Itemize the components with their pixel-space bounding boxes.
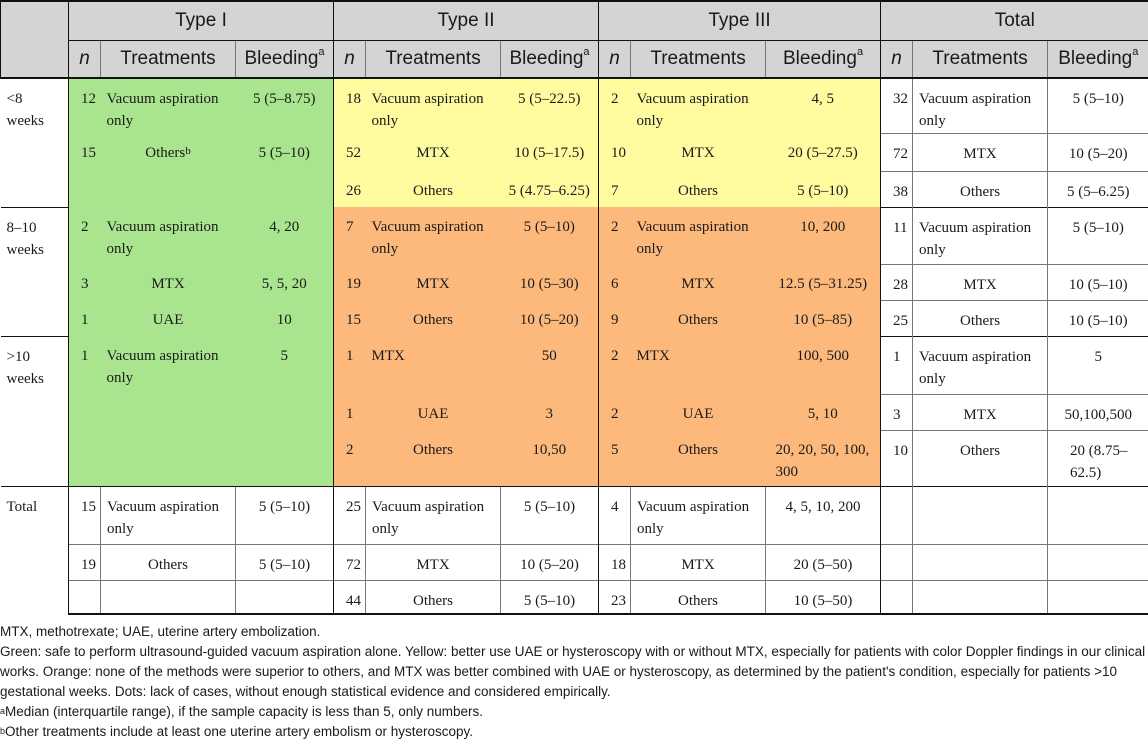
table-row: [1, 300, 1148, 336]
group-label: Total: [1, 486, 69, 614]
table-cell: 10: [236, 300, 334, 336]
table-cell: 10 (5–10): [1048, 264, 1148, 300]
table-cell: 44: [334, 580, 366, 614]
table-cell: Others: [631, 580, 766, 614]
abbreviations-note: MTX, methotrexate; UAE, uterine artery embolization.: [0, 624, 321, 639]
table-cell: 2: [599, 336, 631, 394]
bleeding-header: Bleeding$^a$: [766, 41, 881, 79]
type2-header: Type II: [334, 1, 599, 41]
table-cell: 1: [69, 300, 101, 336]
table-cell: 72: [881, 133, 913, 171]
table-cell: Others: [913, 171, 1048, 207]
table-cell: 38: [881, 171, 913, 207]
table-cell: 20, 20, 50, 100, 300: [766, 430, 881, 486]
table-cell: Vacuum aspiration only: [631, 207, 766, 264]
n-header: n: [881, 41, 913, 79]
table-cell: Others: [631, 171, 766, 207]
table-cell: MTX: [366, 264, 501, 300]
table-cell: MTX: [366, 336, 501, 394]
table-cell: 10, 200: [766, 207, 881, 264]
table-cell: [881, 580, 913, 614]
table-cell: 4: [599, 486, 631, 544]
table-cell: 19: [334, 264, 366, 300]
table-cell: 10 (5–10): [1048, 300, 1148, 336]
table-cell: 1: [69, 336, 101, 394]
table-cell: 7: [599, 171, 631, 207]
table-cell: 26: [334, 171, 366, 207]
table-cell: Others: [366, 300, 501, 336]
table-cell: 5 (5–10): [766, 171, 881, 207]
table-cell: 5 (5–10): [501, 580, 599, 614]
table-cell: 10,50: [501, 430, 599, 486]
group-header-row: [1, 1, 1148, 41]
table-cell: [913, 580, 1048, 614]
treatments-header: Treatments: [101, 41, 236, 79]
bleeding-header: Bleeding$^a$: [236, 41, 334, 79]
table-cell: 10 (5–85): [766, 300, 881, 336]
table-cell: 10 (5–17.5): [501, 133, 599, 171]
table-cell: 50: [501, 336, 599, 394]
table-cell: UAE: [631, 394, 766, 430]
table-cell: Others$^b$: [101, 133, 236, 171]
table-cell: 10 (5–30): [501, 264, 599, 300]
table-cell: UAE: [101, 300, 236, 336]
table-cell: MTX: [913, 394, 1048, 430]
n-header: n: [599, 41, 631, 79]
table-cell: [1048, 580, 1148, 614]
table-cell: 2: [69, 207, 101, 264]
table-cell: 12.5 (5–31.25): [766, 264, 881, 300]
treatments-header: Treatments: [631, 41, 766, 79]
table-cell: 4, 5, 10, 200: [766, 486, 881, 544]
n-header: n: [69, 41, 101, 79]
table-cell: 4, 5: [766, 78, 881, 133]
table-cell: 15: [69, 133, 101, 171]
table-row: [1, 486, 1148, 544]
table-cell: MTX: [631, 544, 766, 580]
footnote-b: $^b$Other treatments include at least one uterine artery embolism or hysteroscopy.: [0, 724, 473, 739]
table-cell: Others: [913, 430, 1048, 486]
table-row: [1, 207, 1148, 264]
table-cell: 5 (5–10): [236, 486, 334, 544]
group-label: 8–10 weeks: [1, 207, 69, 336]
table-row: [1, 133, 1148, 171]
table-cell: 6: [599, 264, 631, 300]
table-cell: 5: [236, 336, 334, 394]
table-cell: Others: [631, 300, 766, 336]
table-cell: 32: [881, 78, 913, 133]
table-cell: 28: [881, 264, 913, 300]
table-cell: 10 (5–20): [501, 300, 599, 336]
table-cell: 19: [69, 544, 101, 580]
table-cell: Vacuum aspiration only: [101, 486, 236, 544]
table-cell: 20 (5–27.5): [766, 133, 881, 171]
table-cell: 5 (5–10): [501, 486, 599, 544]
type3-header: Type III: [599, 1, 881, 41]
table-cell: Vacuum aspiration only: [101, 207, 236, 264]
table-cell: 5 (5–8.75): [236, 78, 334, 133]
table-row: [1, 78, 1148, 133]
table-cell: [69, 171, 334, 207]
table-cell: [101, 580, 236, 614]
table-cell: 2: [599, 207, 631, 264]
table-cell: 2: [599, 78, 631, 133]
table-cell: Vacuum aspiration only: [631, 78, 766, 133]
table-cell: MTX: [913, 264, 1048, 300]
treatments-header: Treatments: [913, 41, 1048, 79]
table-cell: 3: [501, 394, 599, 430]
table-cell: MTX: [366, 133, 501, 171]
table-row: [1, 264, 1148, 300]
table-cell: [881, 486, 913, 544]
table-cell: [913, 486, 1048, 544]
table-cell: MTX: [101, 264, 236, 300]
table-cell: 23: [599, 580, 631, 614]
total-header: Total: [881, 1, 1148, 41]
table-cell: Others: [366, 171, 501, 207]
treatments-header: Treatments: [366, 41, 501, 79]
table-cell: [236, 580, 334, 614]
table-cell: 52: [334, 133, 366, 171]
table-cell: 18: [599, 544, 631, 580]
table-cell: 10: [599, 133, 631, 171]
table-row: [1, 544, 1148, 580]
table-cell: 10: [881, 430, 913, 486]
table-cell: 7: [334, 207, 366, 264]
table-cell: 10 (5–50): [766, 580, 881, 614]
table-cell: 1: [881, 336, 913, 394]
table-cell: 5: [599, 430, 631, 486]
table-cell: 2: [334, 430, 366, 486]
table-row: [1, 580, 1148, 614]
table-cell: 9: [599, 300, 631, 336]
table-cell: [1048, 544, 1148, 580]
table-cell: [913, 544, 1048, 580]
table-cell: Vacuum aspiration only: [913, 336, 1048, 394]
table-cell: Vacuum aspiration only: [366, 207, 501, 264]
table-cell: 5 (5–10): [236, 544, 334, 580]
table-cell: MTX: [913, 133, 1048, 171]
corner-cell: [1, 1, 69, 78]
type1-header: Type I: [69, 1, 334, 41]
table-cell: MTX: [631, 336, 766, 394]
table-cell: Vacuum aspiration only: [913, 78, 1048, 133]
table-footnotes: [0, 622, 1148, 742]
table-cell: 5 (5–10): [501, 207, 599, 264]
table-row: [1, 394, 1148, 430]
table-cell: 72: [334, 544, 366, 580]
table-cell: 5 (5–10): [236, 133, 334, 171]
table-cell: MTX: [631, 133, 766, 171]
table-row: [1, 171, 1148, 207]
table-cell: 5, 5, 20: [236, 264, 334, 300]
bleeding-header: Bleeding$^a$: [1048, 41, 1148, 79]
table-cell: 15: [69, 486, 101, 544]
table-cell: 50,100,500: [1048, 394, 1148, 430]
table-cell: MTX: [366, 544, 501, 580]
column-header-row: [1, 41, 1148, 79]
table-cell: 3: [881, 394, 913, 430]
table-cell: Vacuum aspiration only: [913, 207, 1048, 264]
table-cell: Vacuum aspiration only: [366, 78, 501, 133]
table-cell: 5 (5–6.25): [1048, 171, 1148, 207]
table-cell: 20 (5–50): [766, 544, 881, 580]
table-cell: 100, 500: [766, 336, 881, 394]
table-cell: 2: [599, 394, 631, 430]
table-cell: 1: [334, 336, 366, 394]
n-header: n: [334, 41, 366, 79]
table-cell: 4, 20: [236, 207, 334, 264]
table-cell: 1: [334, 394, 366, 430]
table-cell: 5 (5–10): [1048, 207, 1148, 264]
table-cell: 5, 10: [766, 394, 881, 430]
table-cell: 5: [1048, 336, 1148, 394]
table-cell: 25: [881, 300, 913, 336]
table-cell: 10 (5–20): [1048, 133, 1148, 171]
table-cell: Others: [913, 300, 1048, 336]
table-cell: 5 (5–22.5): [501, 78, 599, 133]
table-cell: 10 (5–20): [501, 544, 599, 580]
table-cell: 20 (8.75–62.5): [1048, 430, 1148, 486]
table-cell: [881, 544, 913, 580]
table-cell: Others: [366, 430, 501, 486]
table-cell: 12: [69, 78, 101, 133]
table-cell: Others: [101, 544, 236, 580]
table-cell: Vacuum aspiration only: [101, 336, 236, 394]
group-label: <8 weeks: [6, 91, 44, 129]
table-cell: Vacuum aspiration only: [631, 486, 766, 544]
table-cell: 15: [334, 300, 366, 336]
bleeding-header: Bleeding$^a$: [501, 41, 599, 79]
table-cell: Others: [366, 580, 501, 614]
table-cell: 5 (4.75–6.25): [501, 171, 599, 207]
table-cell: 11: [881, 207, 913, 264]
table-cell: UAE: [366, 394, 501, 430]
table-cell: [69, 394, 334, 486]
table-cell: Vacuum aspiration only: [366, 486, 501, 544]
table-cell: Vacuum aspiration only: [101, 78, 236, 133]
table-row: [1, 336, 1148, 394]
table-cell: 5 (5–10): [1048, 78, 1148, 133]
table-cell: Others: [631, 430, 766, 486]
footnote-a: $^a$Median (interquartile range), if the sample capacity is less than 5, only numbers.: [0, 704, 483, 719]
color-legend-note: Green: safe to perform ultrasound-guided vacuum aspiration alone. Yellow: better use UAE or hysteroscopy with or without MTX, especially for patients with color Doppler findings in our clinical works. Orange: none of the methods were superior to others, and MTX was better combined with UAE or hysteroscopy, as determined by the patient's condition, especially for patients >10 gestational weeks. Dots: lack of cases, without enough statistical evidence and considered empirically.: [0, 644, 1146, 699]
table-cell: MTX: [631, 264, 766, 300]
table-cell: 18: [334, 78, 366, 133]
group-label: >10 weeks: [1, 336, 69, 486]
table-cell: [1048, 486, 1148, 544]
table-cell: [69, 580, 101, 614]
table-cell: 3: [69, 264, 101, 300]
table-cell: 25: [334, 486, 366, 544]
